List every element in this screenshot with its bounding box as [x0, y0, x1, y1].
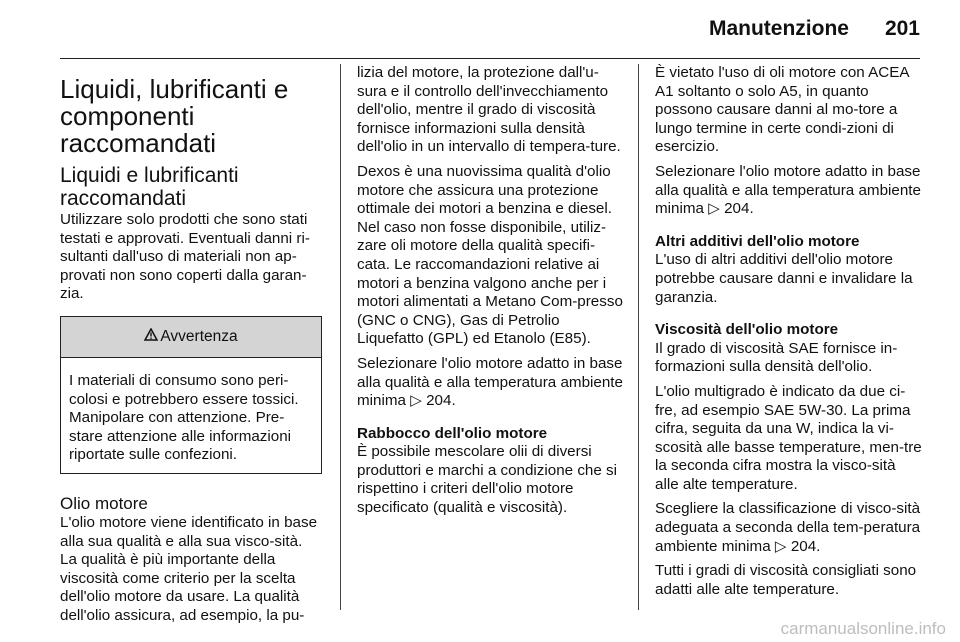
paragraph: Tutti i gradi di viscosità consigliati sono adatti alle alte temperature. — [655, 562, 917, 598]
paragraph: È possibile mescolare olii di diversi produttori e marchi a condizione che si rispettino i criteri dell'olio motore specificato (qualità e viscosità). — [357, 443, 618, 517]
oil-paragraph: L'olio motore viene identificato in base alla sua qualità e alla sua visco-sità. La qualità è più importante della viscosità come criterio per la scelta dell'olio motore da usare. La qualità dell'olio assicura, ad esempio, la pu- — [60, 513, 318, 624]
paragraph: lizia del motore, la protezione dall'u-sura e il controllo dell'invecchiamento dell'olio, mentre il grado di viscosità fornisce informazioni sulla densità dell'olio in un intervallo di tempera-ture. — [357, 64, 621, 156]
column-divider-1 — [340, 64, 341, 610]
warning-header — [61, 317, 321, 358]
page-header — [709, 17, 920, 47]
page-reference-link[interactable]: 204. — [790, 537, 821, 555]
page-reference-link[interactable]: 204. — [724, 200, 754, 218]
page-reference-arrow-icon: ▷ — [708, 200, 720, 218]
warning-text: I materiali di consumo sono peri-colosi e potrebbero essere tossici. Manipolare con attenzione. Pre-stare attenzione alle informazioni riportate sulle confezioni. — [69, 371, 299, 464]
warning-box — [60, 316, 322, 474]
page-reference-arrow-icon: ▷ — [410, 392, 422, 410]
warning-body — [61, 358, 321, 473]
paragraph: È vietato l'uso di oli motore con ACEA A1 soltanto o solo A5, in quanto possono causare danni al mo-tore a lungo termine in certe condi-zioni di esercizio. — [655, 64, 909, 156]
warning-title: Avvertenza — [160, 327, 238, 345]
additivi-heading: Altri additivi dell'olio motore — [655, 232, 860, 250]
paragraph-with-ref: Selezionare l'olio motore adatto in base alla qualità e alla temperatura ambiente minima ▷ 204. — [655, 162, 921, 218]
oil-heading: Olio motore — [60, 493, 148, 513]
section-title: Manutenzione — [708, 17, 849, 40]
warning-triangle-icon — [144, 328, 158, 347]
page-title: Liquidi, lubrificanti e componenti raccomandati — [60, 74, 289, 158]
subtitle: Liquidi e lubrificanti raccomandati — [60, 164, 239, 210]
paragraph: Il grado di viscosità SAE fornisce in-formazioni sulla densità dell'olio. — [655, 339, 898, 376]
rabbocco-heading: Rabbocco dell'olio motore — [357, 424, 548, 442]
paragraph: Dexos è una nuovissima qualità d'olio motore che assicura una protezione ottimale dei motori a benzina e diesel. Nel caso non fosse disponibile, utiliz-zare oli motore della qualità specifi-cata. Le raccomandazioni relative ai motori a benzina valgono anche per i motori alimentati a Metano Com-presso (GNC o CNG), Gas di Petrolio Liquefatto (GPL) ed Etanolo (E85). — [357, 162, 623, 348]
page-number: 201 — [884, 17, 920, 40]
page-reference-arrow-icon: ▷ — [774, 537, 787, 555]
column-2 — [357, 64, 623, 524]
paragraph: L'uso di altri additivi dell'olio motore potrebbe causare danni e invalidare la garanzia. — [655, 251, 913, 306]
watermark: carmanualsonline.info — [780, 619, 946, 638]
paragraph-with-ref: Scegliere la classificazione di visco-sità adeguata a seconda della tem-peratura ambiente minima ▷ 204. — [655, 500, 921, 555]
viscosita-heading: Viscosità dell'olio motore — [655, 321, 839, 339]
paragraph-with-ref: Selezionare l'olio motore adatto in base alla qualità e alla temperatura ambiente minima ▷ 204. — [357, 354, 623, 410]
intro-paragraph: Utilizzare solo prodotti che sono stati testati e approvati. Eventuali danni ri-sultanti dall'uso di materiali non ap-provati non sono coperti dalla garan-zia. — [60, 211, 310, 303]
header-rule — [60, 58, 920, 59]
page-reference-link[interactable]: 204. — [426, 392, 456, 410]
column-divider-2 — [638, 64, 639, 610]
column-1 — [60, 64, 322, 632]
column-3 — [655, 64, 923, 605]
paragraph: L'olio multigrado è indicato da due ci-fre, ad esempio SAE 5W-30. La prima cifra, seguita da una W, indica la vi-scosità alle basse temperature, men-tre la seconda cifra mostra la visco-sità alle alte temperature. — [655, 382, 922, 493]
